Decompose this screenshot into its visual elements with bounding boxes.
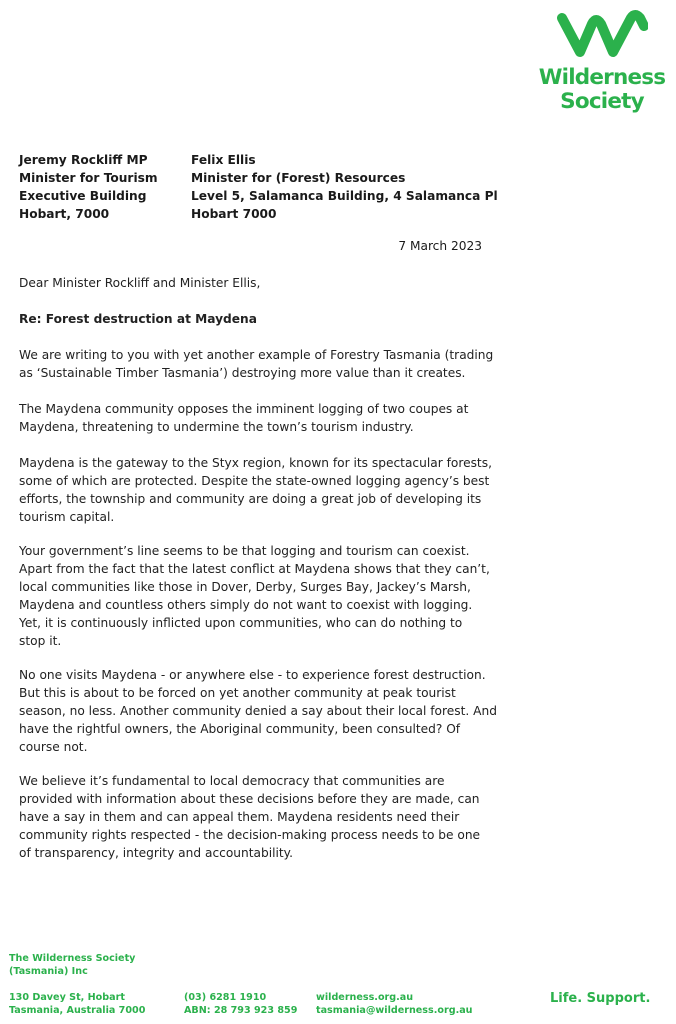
footer-phone: (03) 6281 1910 [184, 992, 267, 1003]
paragraph-line: Apart from the fact that the latest conflict at Maydena shows that they can’t, [19, 562, 490, 576]
paragraph-line: season, no less. Another community denied a say about their local forest. And [19, 704, 497, 718]
footer-email-link[interactable]: tasmania@wilderness.org.au [316, 1005, 473, 1016]
footer-website-link[interactable]: wilderness.org.au [316, 992, 414, 1003]
subject-text: Re: Forest destruction at Maydena [19, 312, 257, 326]
logo-line-2: Society [560, 89, 644, 114]
logo-wordmark [532, 66, 672, 114]
paragraph-line: have a say in them and can appeal them. Maydena residents need their [19, 810, 460, 824]
paragraph-line: We believe it’s fundamental to local democracy that communities are [19, 774, 445, 788]
paragraph-line: Your government’s line seems to be that logging and tourism can coexist. [19, 544, 470, 558]
paragraph-line: tourism capital. [19, 510, 115, 524]
footer-line: 130 Davey St, Hobart [9, 992, 125, 1003]
paragraph-line: course not. [19, 740, 88, 754]
recipient-address-right [191, 151, 498, 223]
address-line: Jeremy Rockliff MP [19, 153, 148, 167]
footer-tagline: Life. Support. [550, 991, 651, 1006]
letter-date: 7 March 2023 [398, 239, 482, 253]
paragraph-line: efforts, the township and community are doing a great job of developing its [19, 492, 482, 506]
logo-w-mark-icon [556, 10, 648, 60]
paragraph-line: But this is about to be forced on yet another community at peak tourist [19, 686, 456, 700]
footer-line: The Wilderness Society [9, 953, 136, 964]
salutation [19, 274, 489, 292]
paragraph-line: have the rightful owners, the Aboriginal community, been consulted? Of [19, 722, 461, 736]
logo-line-1: Wilderness [538, 65, 666, 90]
paragraph-line: We are writing to you with yet another example of Forestry Tasmania (trading [19, 348, 494, 362]
address-line: Level 5, Salamanca Building, 4 Salamanca Pl [191, 189, 498, 203]
paragraph-line: of transparency, integrity and accountability. [19, 846, 294, 860]
paragraph [19, 346, 494, 382]
paragraph-line: Maydena, threatening to undermine the town’s tourism industry. [19, 420, 414, 434]
footer-address [9, 991, 145, 1017]
footer-web [316, 991, 473, 1017]
paragraph-line: stop it. [19, 634, 62, 648]
footer-organisation [9, 952, 135, 978]
paragraph [19, 542, 489, 650]
paragraph-line: No one visits Maydena - or anywhere else - to experience forest destruction. [19, 668, 486, 682]
paragraph-line: The Maydena community opposes the imminent logging of two coupes at [19, 402, 469, 416]
paragraph-line: community rights respected - the decision-making process needs to be one [19, 828, 481, 842]
paragraph-line: Yet, it is continuously inflicted upon communities, who can do nothing to [19, 616, 463, 630]
footer-line: Tasmania, Australia 7000 [9, 1005, 146, 1016]
address-line: Executive Building [19, 189, 147, 203]
paragraph-line: Maydena is the gateway to the Styx region, known for its spectacular forests, [19, 456, 492, 470]
paragraph-line: as ‘Sustainable Timber Tasmania’) destroying more value than it creates. [19, 366, 466, 380]
paragraph-line: some of which are protected. Despite the state-owned logging agency’s best [19, 474, 490, 488]
paragraph [19, 666, 497, 756]
footer-line: (Tasmania) Inc [9, 966, 88, 977]
paragraph-line: Maydena and countless others simply do not want to coexist with logging. [19, 598, 473, 612]
wilderness-society-logo [532, 6, 672, 118]
paragraph [19, 400, 489, 436]
footer-abn: ABN: 28 793 923 859 [184, 1005, 298, 1016]
address-line: Minister for (Forest) Resources [191, 171, 406, 185]
address-line: Minister for Tourism [19, 171, 158, 185]
address-line: Hobart 7000 [191, 207, 277, 221]
paragraph-line: local communities like those in Dover, Derby, Surges Bay, Jackey’s Marsh, [19, 580, 471, 594]
salutation-text: Dear Minister Rockliff and Minister Ellis, [19, 276, 261, 290]
footer-contact [184, 991, 297, 1017]
subject-line [19, 310, 489, 328]
recipient-address-left [19, 151, 158, 223]
paragraph [19, 454, 492, 526]
address-line: Hobart, 7000 [19, 207, 110, 221]
paragraph [19, 772, 489, 862]
paragraph-line: provided with information about these decisions before they are made, can [19, 792, 480, 806]
address-line: Felix Ellis [191, 153, 256, 167]
